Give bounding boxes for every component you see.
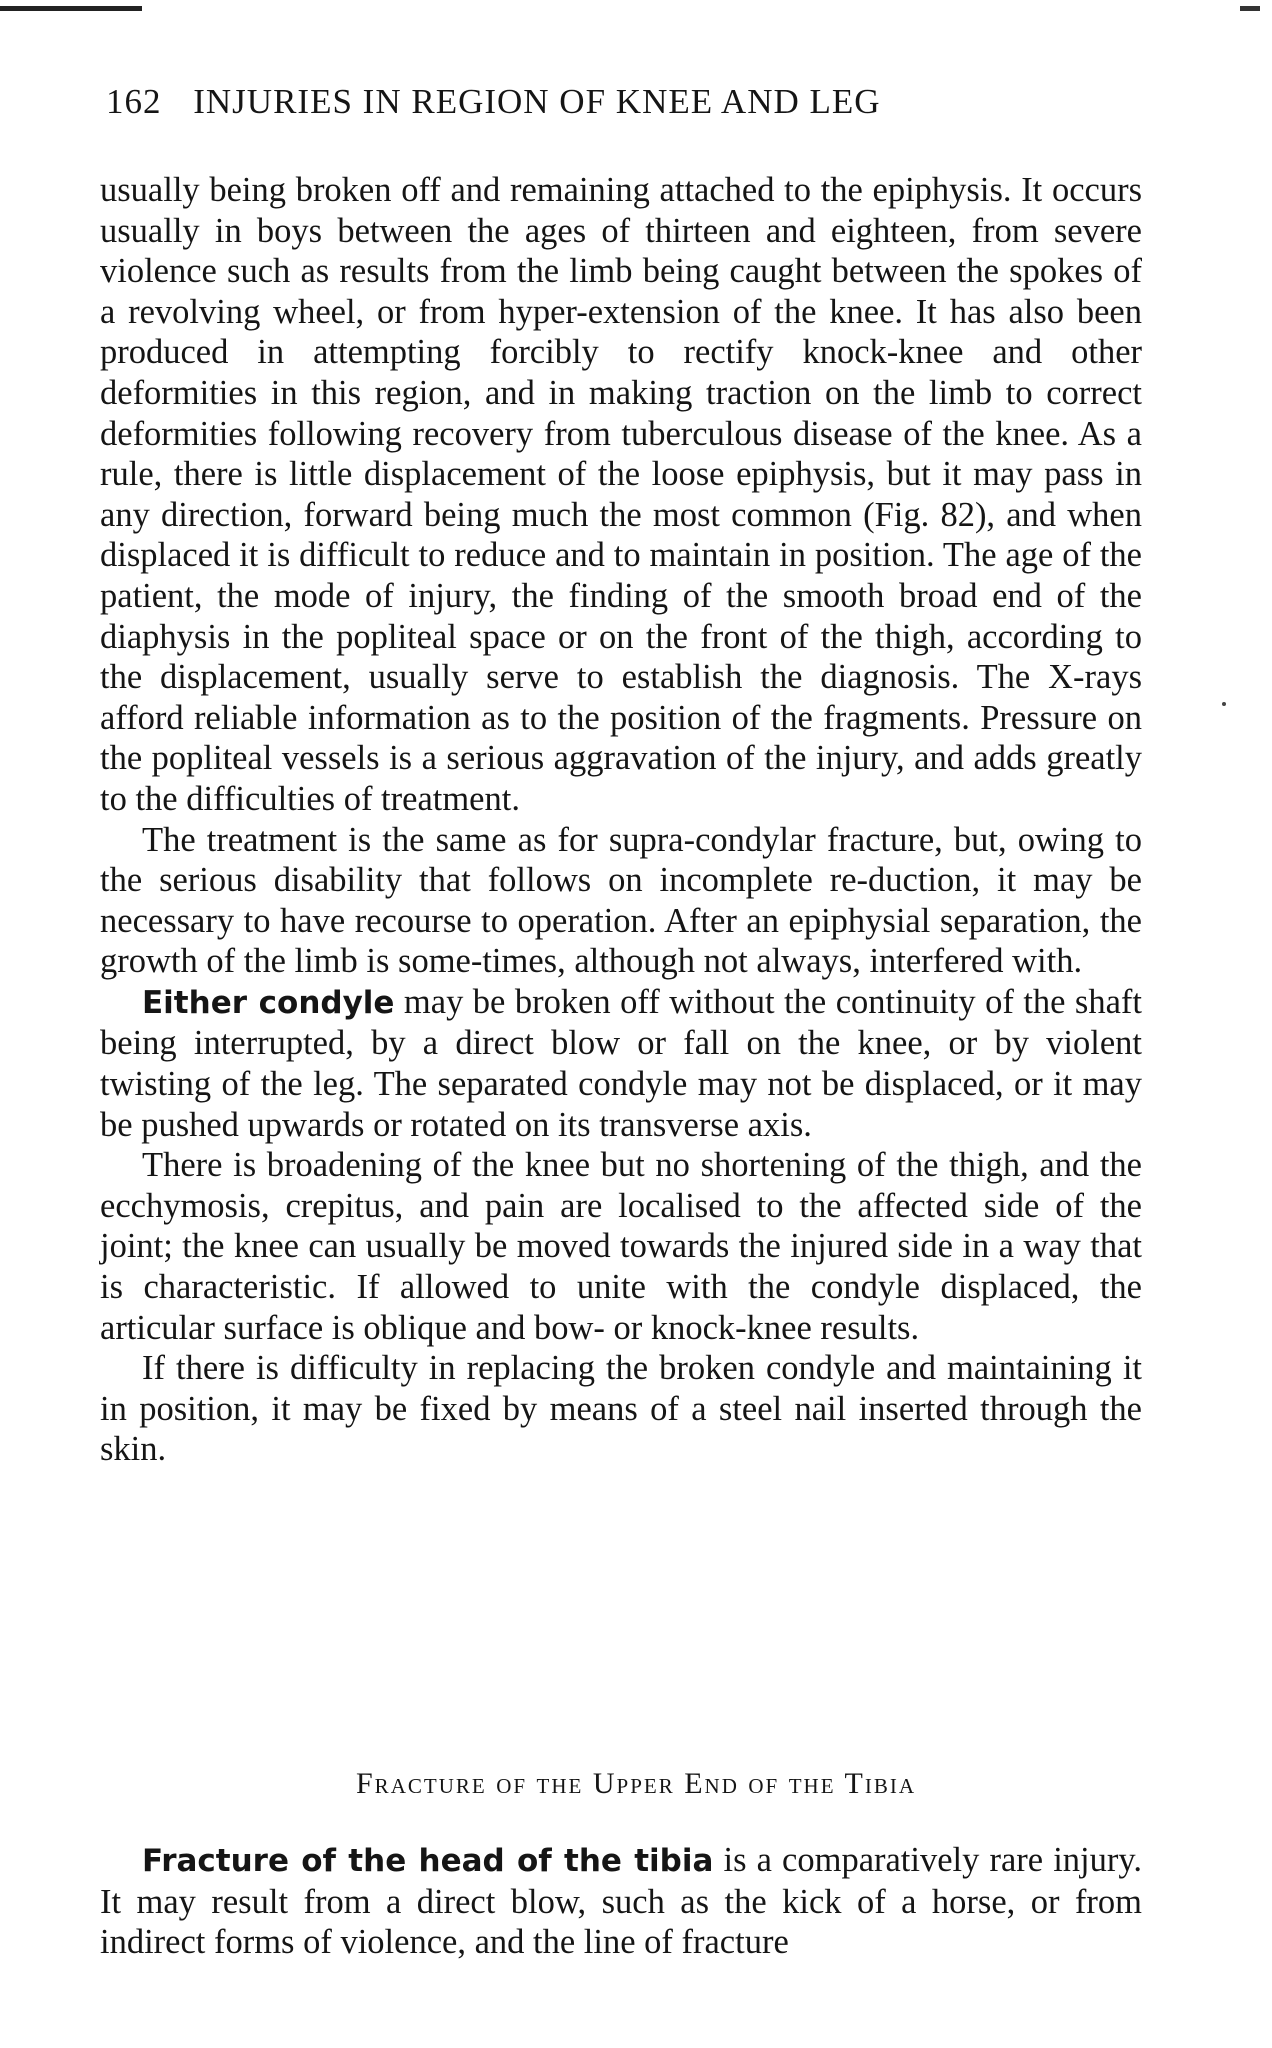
paragraph-signs: There is broadening of the knee but no shortening of the thigh, and the ecchymosis, crepitus, and pain are localised to the affected side of the joint; the knee can usually be moved towards the injured side in a way that is characteristic. If allowed to unite with the condyle displaced, the articular surface is oblique and bow- or knock-knee results. [100,1146,1142,1347]
paragraph-fixation: If there is difficulty in replacing the broken condyle and maintaining it in position, it may be fixed by means of a steel nail inserted through the skin. [100,1349,1142,1469]
paragraph-treatment: The treatment is the same as for supra-condylar fracture, but, owing to the serious disability that follows on incomplete re-duction, it may be necessary to have recourse to operation. After an epiphysial separation, the growth of the limb is some-times, although not always, interfered with. [100,820,1142,981]
top-edge-rule [0,6,142,11]
running-title: INJURIES IN REGION OF KNEE AND LEG [193,82,881,121]
bold-term-either-condyle: Either condyle [142,984,395,1021]
corner-mark [1240,6,1260,11]
paragraph-either-condyle-text: may be broken off without the continuity of the shaft being interrupted, by a direct blow or fall on the knee, or by violent twisting of the leg. The separated condyle may not be displaced, or it may be pushed upwards or rotated on its transverse axis. [100,982,1142,1144]
main-text [100,170,1142,1470]
running-head [106,82,1121,122]
paragraph-tibia-head [100,1840,1142,1963]
paragraph-continued: usually being broken off and remaining attached to the epiphysis. It occurs usually in boys between the ages of thirteen and eighteen, from severe violence such as results from the limb being caught between the spokes of a revolving wheel, or from hyper-extension of the knee. It has also been produced in attempting forcibly to rectify knock-knee and other deformities in this region, and in making traction on the limb to correct deformities following recovery from tuberculous disease of the knee. As a rule, there is little displacement of the loose epiphysis, but it may pass in any direction, forward being much the most common (Fig. 82), and when displaced it is difficult to reduce and to maintain in position. The age of the patient, the mode of injury, the finding of the smooth broad end of the diaphysis in the popliteal space or on the front of the thigh, according to the displacement, usually serve to establish the diagnosis. The X-rays afford reliable information as to the position of the fragments. Pressure on the popliteal vessels is a serious aggravation of the injury, and adds greatly to the difficulties of treatment. [100,171,1142,818]
paragraph-either-condyle [100,982,1142,1145]
section-text [100,1840,1142,1963]
section-heading: Fracture of the Upper End of the Tibia [356,1767,916,1800]
page-number: 162 [106,82,162,121]
margin-speck [1222,702,1226,706]
bold-term-tibia-head: Fracture of the head of the tibia [142,1843,714,1879]
paragraph-tibia-head-text: is a comparatively rare injury. It may result from a direct blow, such as the kick of a horse, or from indirect forms of violence, and the line of fracture [100,1841,1142,1962]
